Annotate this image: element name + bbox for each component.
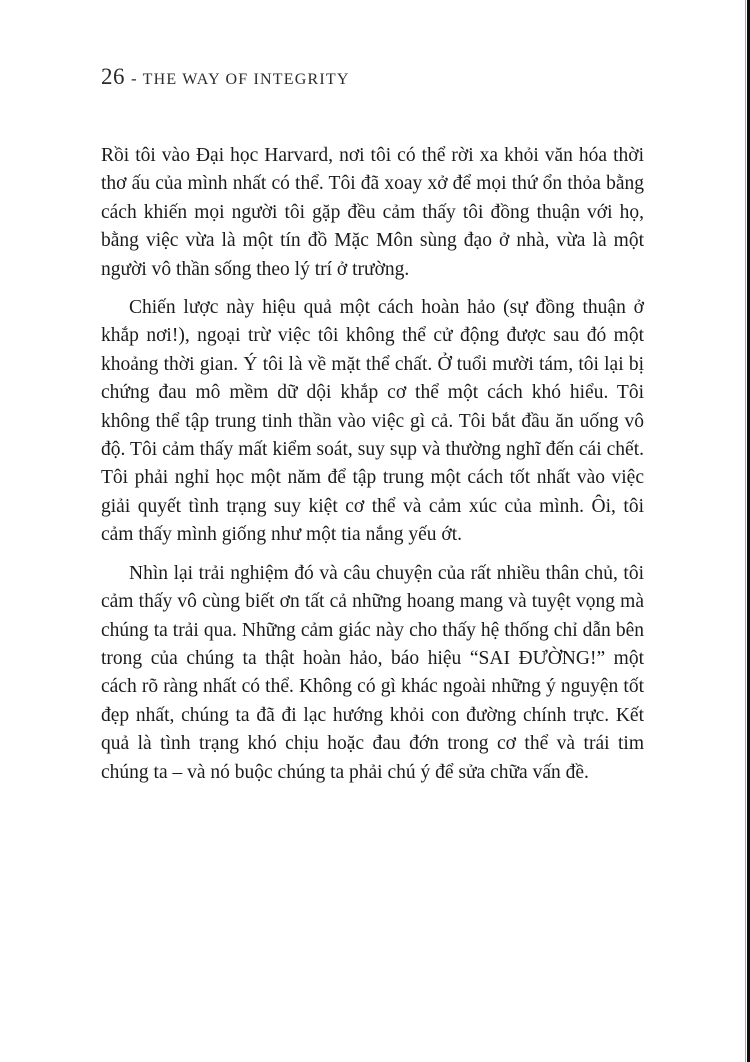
page-edge-line <box>745 0 746 1062</box>
page-number: 26 <box>101 64 125 89</box>
body-paragraph: Nhìn lại trải nghiệm đó và câu chuyện của rất nhiều thân chủ, tôi cảm thấy vô cùng biết ơn tất cả những hoang mang và tuyệt vọng mà chúng ta trải qua. Những cảm giác này cho thấy hệ thống chỉ dẫn bên trong của chúng ta thật hoàn hảo, báo hiệu “SAI ĐƯỜNG!” một cách rõ ràng nhất có thể. Không có gì khác ngoài những ý nguyện tốt đẹp nhất, chúng ta đã đi lạc hướng khỏi con đường chính trực. Kết quả là tình trạng khó chịu hoặc đau đớn trong cơ thể và trái tim chúng ta – và nó buộc chúng ta phải chú ý để sửa chữa vấn đề. <box>101 562 644 783</box>
header-separator: - <box>131 69 137 88</box>
body-paragraph: Rồi tôi vào Đại học Harvard, nơi tôi có thể rời xa khỏi văn hóa thời thơ ấu của mình nhất có thể. Tôi đã xoay xở để mọi thứ ổn thỏa bằng cách khiến mọi người tôi gặp đều cảm thấy tôi đồng thuận với họ, bằng việc vừa là một tín đồ Mặc Môn sùng đạo ở nhà, vừa là một người vô thần sống theo lý trí ở trường. <box>101 145 644 280</box>
page-body <box>101 142 644 797</box>
running-header <box>101 64 350 90</box>
body-paragraph: Chiến lược này hiệu quả một cách hoàn hảo (sự đồng thuận ở khắp nơi!), ngoại trừ việc tôi không thể cử động được sau đó một khoảng thời gian. Ý tôi là về mặt thể chất. Ở tuổi mười tám, tôi lại bị chứng đau mô mềm dữ dội khắp cơ thể một cách khó hiểu. Tôi không thể tập trung tinh thần vào việc gì cả. Tôi bắt đầu ăn uống vô độ. Tôi cảm thấy mất kiểm soát, suy sụp và thường nghĩ đến cái chết. Tôi phải nghỉ học một năm để tập trung một cách tốt nhất vào việc giải quyết tình trạng suy kiệt cơ thể và cảm xúc của mình. Ôi, tôi cảm thấy mình giống như một tia nắng yếu ớt. <box>101 297 644 546</box>
book-title: THE WAY OF INTEGRITY <box>142 71 350 88</box>
